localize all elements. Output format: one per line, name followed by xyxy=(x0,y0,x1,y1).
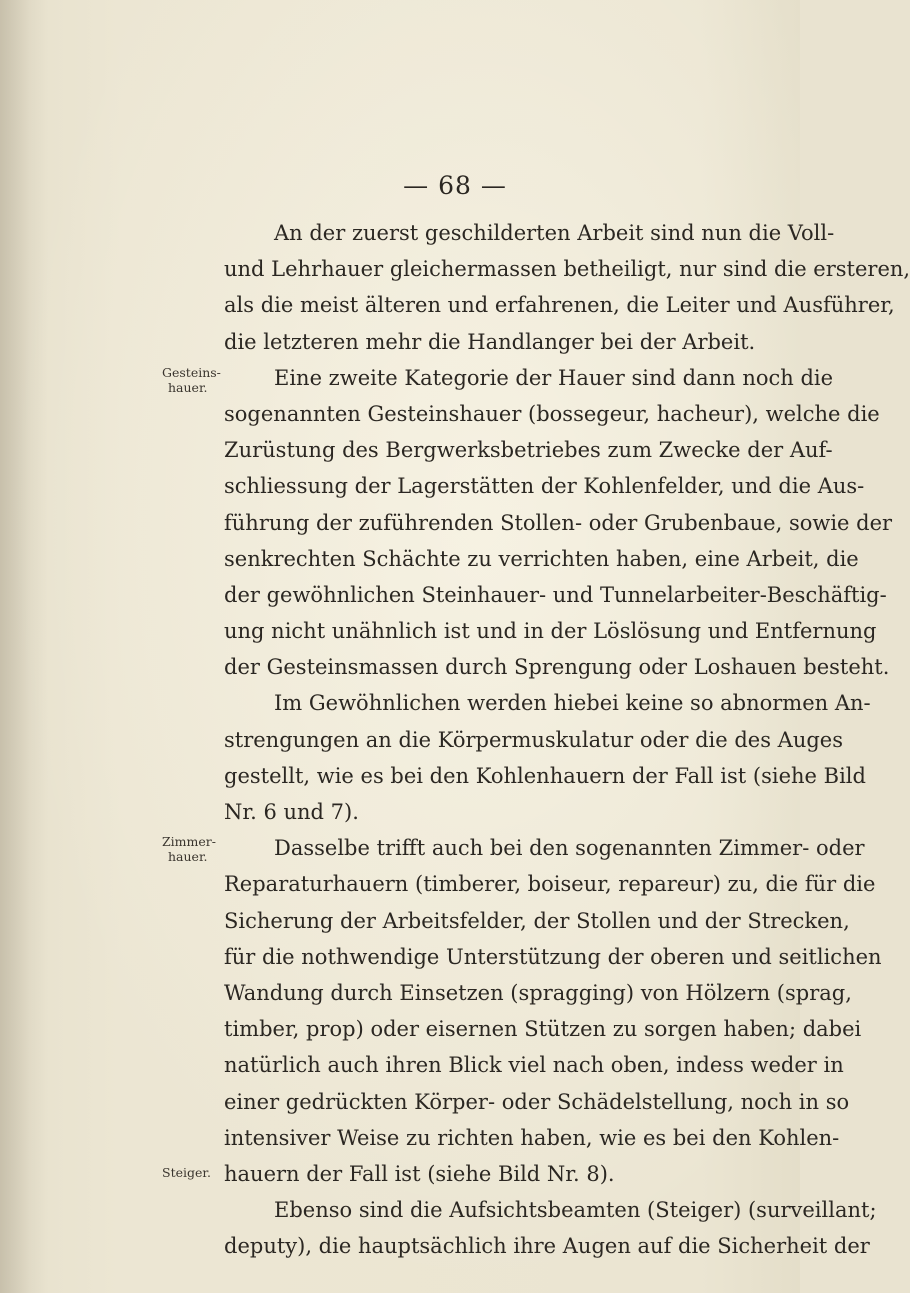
margin-note-line: hauer. xyxy=(168,380,208,395)
text-line: Wandung durch Einsetzen (spragging) von Hölzern (sprag, xyxy=(224,980,852,1005)
text-line: gestellt, wie es bei den Kohlenhauern der Fall ist (siehe Bild xyxy=(224,763,866,788)
margin-note-zimmerhauer xyxy=(162,834,216,864)
text-line: ung nicht unähnlich ist und in der Löslösung und Entfernung xyxy=(224,619,877,644)
text-line: Im Gewöhnlichen werden hiebei keine so abnormen An- xyxy=(274,691,871,716)
margin-note-line: hauer. xyxy=(168,849,208,864)
text-line: Dasselbe trifft auch bei den sogenannten Zimmer- oder xyxy=(274,836,865,861)
page-number: — 68 — xyxy=(403,171,507,200)
text-line: einer gedrückten Körper- oder Schädelstellung, noch in so xyxy=(224,1089,850,1114)
text-line: führung der zuführenden Stollen- oder Grubenbaue, sowie der xyxy=(224,510,893,535)
text-line: und Lehrhauer gleichermassen betheiligt, nur sind die ersteren, xyxy=(224,257,910,282)
margin-note-gesteinshauer xyxy=(162,365,221,395)
text-line: deputy), die hauptsächlich ihre Augen auf die Sicherheit der xyxy=(224,1234,870,1259)
text-line: An der zuerst geschilderten Arbeit sind nun die Voll- xyxy=(274,221,835,245)
text-line: hauern der Fall ist (siehe Bild Nr. 8). xyxy=(224,1161,615,1186)
margin-note-line: Steiger. xyxy=(162,1165,211,1180)
text-line: Eine zweite Kategorie der Hauer sind dann noch die xyxy=(274,365,834,390)
text-line: schliessung der Lagerstätten der Kohlenfelder, und die Aus- xyxy=(224,474,865,499)
text-line: Ebenso sind die Aufsichtsbeamten (Steiger) (surveillant; xyxy=(274,1198,877,1223)
text-line: sogenannten Gesteinshauer (bossegeur, hacheur), welche die xyxy=(224,401,880,426)
text-line: timber, prop) oder eisernen Stützen zu sorgen haben; dabei xyxy=(224,1017,862,1042)
body-text xyxy=(224,215,910,1264)
text-line: für die nothwendige Unterstützung der oberen und seitlichen xyxy=(224,944,882,969)
margin-note-line: Zimmer- xyxy=(162,834,216,849)
text-line: die letzteren mehr die Handlanger bei der Arbeit. xyxy=(224,329,756,354)
text-line: als die meist älteren und erfahrenen, die Leiter und Ausführer, xyxy=(224,293,895,318)
text-line: Reparaturhauern (timberer, boiseur, repareur) zu, die für die xyxy=(224,872,876,897)
text-line: der gewöhnlichen Steinhauer- und Tunnelarbeiter-Beschäftig- xyxy=(224,582,887,607)
text-line: natürlich auch ihren Blick viel nach oben, indess weder in xyxy=(224,1053,844,1078)
text-line: Zurüstung des Bergwerksbetriebes zum Zwecke der Auf- xyxy=(224,438,833,463)
text-line: Nr. 6 und 7). xyxy=(224,800,359,824)
margin-note-steiger xyxy=(162,1165,211,1180)
text-line: senkrechten Schächte zu verrichten haben, eine Arbeit, die xyxy=(224,546,859,571)
margin-note-line: Gesteins- xyxy=(162,365,221,380)
text-line: Sicherung der Arbeitsfelder, der Stollen und der Strecken, xyxy=(224,908,850,933)
text-line: intensiver Weise zu richten haben, wie es bei den Kohlen- xyxy=(224,1125,840,1150)
text-line: der Gesteinsmassen durch Sprengung oder Loshauen besteht. xyxy=(224,655,890,680)
text-line: strengungen an die Körpermuskulatur oder die des Auges xyxy=(224,727,843,752)
